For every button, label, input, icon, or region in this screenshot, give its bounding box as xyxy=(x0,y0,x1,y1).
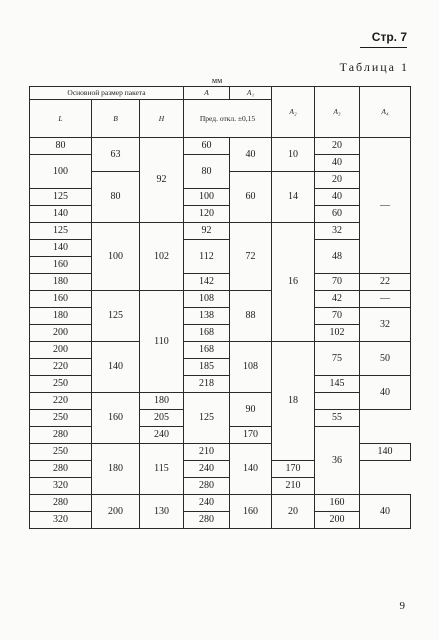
cell-a3: 40 xyxy=(315,189,360,206)
cell-l: 280 xyxy=(30,495,92,512)
cell-a3: 40 xyxy=(315,155,360,172)
table-row xyxy=(30,291,411,308)
cell-a4: 55 xyxy=(315,410,360,427)
cell-a1: 108 xyxy=(230,342,272,393)
cell-a: 138 xyxy=(184,308,230,325)
cell-l: 160 xyxy=(30,257,92,274)
cell-a: 210 xyxy=(184,444,230,461)
cell-a3: 145 xyxy=(315,376,360,393)
table-row xyxy=(30,206,411,223)
cell-a4: 32 xyxy=(360,308,411,342)
cell-a: 205 xyxy=(140,410,184,427)
cell-b: 140 xyxy=(92,342,140,393)
cell-a4: 40 xyxy=(360,376,411,410)
dimensions-table xyxy=(29,86,411,529)
table-row xyxy=(30,342,411,359)
cell-a: 142 xyxy=(184,274,230,291)
cell-b: 100 xyxy=(92,223,140,291)
cell-a1: 72 xyxy=(230,223,272,291)
cell-l: 320 xyxy=(30,478,92,495)
cell-a2: 16 xyxy=(272,223,315,342)
cell-a: 168 xyxy=(184,325,230,342)
cell-l: 140 xyxy=(30,206,92,223)
cell-a3: 48 xyxy=(315,240,360,274)
cell-a: 100 xyxy=(184,189,230,206)
cell-a3: 20 xyxy=(315,172,360,189)
cell-b: 63 xyxy=(92,138,140,172)
cell-a3: 170 xyxy=(230,427,272,444)
table-row xyxy=(30,393,411,410)
header-row-1 xyxy=(30,87,411,100)
cell-a4: 40 xyxy=(360,495,411,529)
cell-h: 102 xyxy=(140,223,184,291)
cell-b: 180 xyxy=(92,444,140,495)
cell-a1: 140 xyxy=(230,444,272,495)
cell-l: 180 xyxy=(30,308,92,325)
cell-a: 180 xyxy=(140,393,184,410)
cell-l: 220 xyxy=(30,359,92,376)
table-row xyxy=(30,138,411,155)
cell-l: 250 xyxy=(30,376,92,393)
cell-b: 200 xyxy=(92,495,140,529)
header-a4: A₄ xyxy=(360,87,411,138)
cell-a1: 160 xyxy=(230,495,272,529)
table-row xyxy=(30,376,411,393)
cell-a4: — xyxy=(360,138,411,274)
unit-label: мм xyxy=(212,76,223,85)
header-l: L xyxy=(30,100,92,138)
cell-a: 240 xyxy=(184,461,230,478)
table-row xyxy=(30,325,411,342)
cell-l: 125 xyxy=(30,223,92,240)
cell-a3: 210 xyxy=(272,478,315,495)
cell-a3: 170 xyxy=(272,461,315,478)
cell-l: 250 xyxy=(30,410,92,427)
cell-a: 80 xyxy=(184,155,230,189)
table-row xyxy=(30,512,411,529)
header-group-label: Основной размер пакета xyxy=(30,87,184,100)
cell-l: 200 xyxy=(30,325,92,342)
cell-a3: 102 xyxy=(315,325,360,342)
cell-h: 115 xyxy=(140,444,184,495)
page-label: Стр. 7 xyxy=(371,30,407,44)
header-a3: A₃ xyxy=(315,87,360,138)
table-row xyxy=(30,223,411,240)
cell-a3: 32 xyxy=(315,223,360,240)
cell-a3: 200 xyxy=(315,512,360,529)
page-number: 9 xyxy=(399,600,405,612)
table-title: Таблица 1 xyxy=(339,60,409,74)
cell-l: 160 xyxy=(30,291,92,308)
cell-a: 240 xyxy=(184,495,230,512)
header-a: A xyxy=(184,87,230,100)
header-a1: A₁ xyxy=(230,87,272,100)
cell-l: 320 xyxy=(30,512,92,529)
cell-l: 100 xyxy=(30,155,92,189)
cell-a: 240 xyxy=(140,427,184,444)
cell-a1: 60 xyxy=(230,172,272,223)
cell-l: 80 xyxy=(30,138,92,155)
table-row xyxy=(30,274,411,291)
cell-a1: 40 xyxy=(230,138,272,172)
table-row xyxy=(30,189,411,206)
cell-a3: 42 xyxy=(315,291,360,308)
table-row xyxy=(30,495,411,512)
cell-a: 112 xyxy=(184,240,230,274)
cell-a: 280 xyxy=(184,478,230,495)
cell-h: 130 xyxy=(140,495,184,529)
cell-h: 92 xyxy=(140,138,184,223)
cell-l: 220 xyxy=(30,393,92,410)
table-row xyxy=(30,155,411,172)
cell-l: 250 xyxy=(30,444,92,461)
cell-h: 110 xyxy=(140,291,184,393)
cell-a3: 70 xyxy=(315,274,360,291)
cell-l: 180 xyxy=(30,274,92,291)
cell-a: 120 xyxy=(184,206,230,223)
header-b: B xyxy=(92,100,140,138)
cell-a4: — xyxy=(360,291,411,308)
cell-a1: 125 xyxy=(184,393,230,444)
cell-a3: 70 xyxy=(315,308,360,325)
cell-b: 160 xyxy=(92,393,140,444)
header-tolerance: Пред. откл. ±0,15 xyxy=(184,100,272,138)
page-label-rule xyxy=(360,47,407,48)
cell-l: 280 xyxy=(30,461,92,478)
cell-a: 92 xyxy=(184,223,230,240)
table-row xyxy=(30,240,411,257)
cell-a4: 22 xyxy=(360,274,411,291)
cell-l: 280 xyxy=(30,427,92,444)
cell-a1: 88 xyxy=(230,291,272,342)
cell-a3: 20 xyxy=(315,138,360,155)
cell-l: 140 xyxy=(30,240,92,257)
table-row xyxy=(30,308,411,325)
cell-a3: 60 xyxy=(315,206,360,223)
cell-a4: 36 xyxy=(315,427,360,495)
cell-a2: 14 xyxy=(272,172,315,223)
header-a2: A₂ xyxy=(272,87,315,138)
cell-a: 218 xyxy=(184,376,230,393)
cell-b: 80 xyxy=(92,172,140,223)
cell-a3: 75 xyxy=(315,342,360,376)
cell-a4: 50 xyxy=(360,342,411,376)
cell-a3: 160 xyxy=(315,495,360,512)
cell-a2: 10 xyxy=(272,138,315,172)
cell-a2: 20 xyxy=(272,495,315,529)
cell-a: 168 xyxy=(184,342,230,359)
cell-l: 125 xyxy=(30,189,92,206)
cell-b: 125 xyxy=(92,291,140,342)
cell-a3: 90 xyxy=(230,393,272,427)
cell-l: 200 xyxy=(30,342,92,359)
header-h: H xyxy=(140,100,184,138)
cell-a: 185 xyxy=(184,359,230,376)
cell-a3: 140 xyxy=(360,444,411,461)
cell-a2: 18 xyxy=(272,342,315,461)
cell-a: 280 xyxy=(184,512,230,529)
cell-a: 108 xyxy=(184,291,230,308)
cell-a: 60 xyxy=(184,138,230,155)
